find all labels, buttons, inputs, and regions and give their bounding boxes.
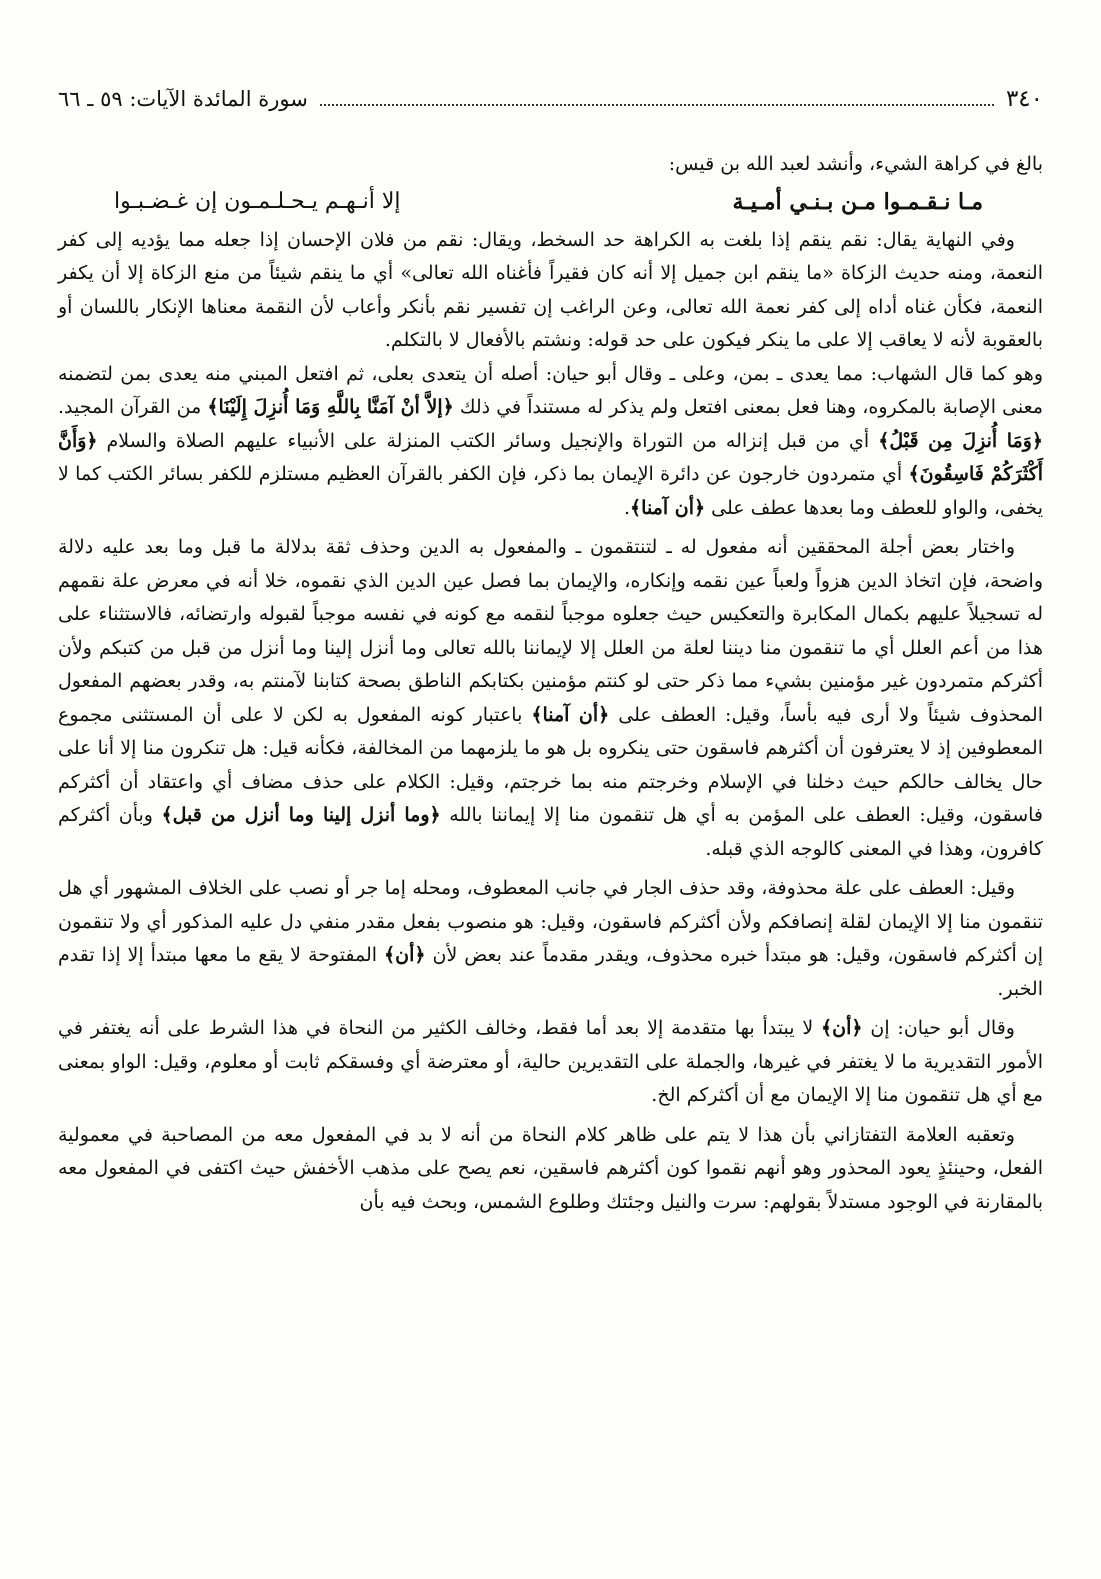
paragraph-intro: بالغ في كراهة الشيء، وأنشد لعبد الله بن قيس: — [668, 153, 1043, 175]
header-dotted-leader — [320, 92, 994, 106]
quran-quote: ﴿أن آمنا﴾ — [531, 703, 610, 726]
page-body — [58, 148, 1043, 1219]
text-run: . — [623, 496, 631, 519]
paragraph-nihaya: وفي النهاية يقال: نقم ينقم إذا بلغت به الكراهة حد السخط، ويقال: نقم من فلان الإحسان إذا جعله مما يؤديه إلى كفر النعمة، ومنه حديث الزكاة «ما ينقم ابن جميل إلا أنه كان فقيراً فأغناه الله تعالى» أي ما ينقم شيئاً من منع الزكاة إلا أن يكفر النعمة، فكأن غناه أداه إلى كفر نعمة الله تعالى، وعن الراغب إن تفسير نقم بأنكر وأعاب لأن النقمة معناها الإنكار باللسان أو بالعقوبة لأنه لا يعاقب إلا على ما ينكر فيكون على حد قوله: ونشتم بالأفعال لا بالتكلم. — [58, 228, 1043, 351]
text-run: من القرآن المجيد. — [58, 396, 202, 418]
quran-quote: ﴿أن﴾ — [384, 944, 426, 966]
running-title: سورة المائدة الآيات: ٥٩ ـ ٦٦ — [58, 87, 308, 111]
paragraph-taftazani: وتعقبه العلامة التفتازاني بأن هذا لا يتم على ظاهر كلام النحاة من أنه لا بد في المفعول معه من المصاحبة في معمولية الفعل، وحينئذٍ يعود المحذور وهو أنهم نقموا كون أكثرهم فاسقين، نعم يصح على مذهب الأخفش حيث اكتفى في المفعول معه بالمقارنة في الوجود مستدلاً بقولهم: سرت والنيل وجئتك وطلوع الشمس، وبحث فيه بأن — [58, 1123, 1043, 1213]
paragraph-abu-hayyan — [58, 1012, 1043, 1113]
quran-quote: ﴿أن آمنا﴾ — [630, 496, 706, 519]
text-run: وقيل: العطف على علة محذوفة، وقد حذف الجار في جانب المعطوف، ومحله إما جر أو نصب على الخلاف المشهور أي هل تنقمون منا إلا الإيمان لقلة إنصافكم ولأن أكثركم فاسقون، وقيل: هو منصوب بفعل مقدر منفي دل عليه المذكور أي ولا تنقمون إن أكثركم فاسقون، وقيل: هو مبتدأ خبره محذوف، ويقدر مقدماً عند بعض لأن — [58, 877, 1043, 966]
text-run: المفتوحة لا يقع ما معها مبتدأ إلا إذا تقدم الخبر. — [58, 944, 1043, 1000]
text-run: لا يبتدأ بها متقدمة إلا بعد أما فقط، وخالف الكثير من النحاة في هذا الشرط على أنه يغتفر في الأمور التقديرية ما لا يغتفر في غيرها، والجملة على التقديرين حالية، أو معترضة أي وفسقكم ثابت أو معلوم، وقيل: الواو بمعنى مع أي هل تنقمون منا إلا الإيمان مع أن أكثركم الخ. — [58, 1017, 1043, 1106]
text-run: باعتبار كونه المفعول به لكن لا على أن المستثنى مجموع المعطوفين إذ لا يعترفون أن أكثرهم فاسقون حتى ينكروه بل هو ما يلزمهما من المخالفة، فكأنه قيل: هل تنكرون منا إلا أنا على حال يخالف حالكم حيث دخلنا في الإسلام وخرجتم منه بما خرجتم، وقيل: الكلام على حذف مضاف أي واعتقاد أن أكثركم فاسقون، وقيل: العطف على المؤمن به أي هل تنقمون منا إلا إيماننا بالله — [58, 703, 1043, 826]
paragraph-shihab — [58, 358, 1043, 526]
verse-first-hemistich: مـا نـقـمـوا مـن بـنـي أمـيـة — [732, 188, 983, 215]
quran-quote: ﴿وما أنزل إلينا وما أنزل من قبل﴾ — [161, 804, 441, 826]
quran-quote: ﴿وَأَنَّ أَكْثَرَكُمْ فَاسِقُونَ﴾ — [58, 429, 1044, 485]
page-number: ٣٤٠ — [1005, 86, 1043, 112]
text-run: واختار بعض أجلة المحققين أنه مفعول له ـ لتنتقمون ـ والمفعول به الدين وحذف ثقة بدلالة ما قبل وما بعد عليه دلالة واضحة، فإن اتخاذ الدين هزواً ولعباً عين نقمه وإنكاره، والإيمان بما فصل عين الدين الذي نقموه، خلا أنه في معرض علة نقمهم له تسجيلاً عليهم بكمال المكابرة والتعكيس حيث جعلوه موجباً لنقمه مع كونه في نفسه موجباً لقبوله وارتضائه، فالاستثناء على هذا من أعم العلل أي ما تنقمون منا ديننا لعلة من العلل إلا لإيماننا بالله تعالى وما أنزل إلينا وما أنزل من قبل من كتبكم ولأن أكثركم متمردون غير مؤمنين بشيء مما ذكر حتى لو كنتم مؤمنين بكتابكم الناطق بصحة كتابنا لآمنتم به، وقدر بعضهم المفعول المحذوف شيئاً ولا أرى فيه بأساً، وقيل: العطف على — [58, 536, 1043, 726]
text-run: وهو كما قال الشهاب: مما يعدى ـ بمن، وعلى ـ وقال أبو حيان: أصله أن يتعدى بعلى، ثم افتعل المبني منه يعدى بمن لتضمنه معنى الإصابة بالمكروه، وهنا فعل بمعنى افتعل ولم يذكر له مستنداً في ذلك — [58, 362, 1044, 418]
quran-quote: ﴿وَمَا أُنزِلَ مِن قَبْلُ﴾ — [878, 429, 1043, 452]
text-run: أي متمردون خارجون عن دائرة الإيمان بما ذكر، فإن الكفر بالقرآن العظيم مستلزم للكفر بسائر الكتب كما لا يخفى، والواو للعطف وما بعدها عطف على — [58, 463, 1043, 519]
paragraph-muhaqqiqin — [58, 531, 1043, 866]
text-run: وقال أبو حيان: إن — [870, 1017, 1015, 1039]
poetry-verse — [58, 184, 1043, 220]
verse-second-hemistich: إلا أنـهـم يـحـلـمـون إن غـضـبـوا — [114, 188, 401, 214]
quran-quote: ﴿أن﴾ — [821, 1017, 863, 1039]
page-header — [58, 86, 1043, 114]
text-run: وبأن أكثركم كافرون، وهذا في المعنى كالوجه الذي قبله. — [58, 804, 1043, 860]
quran-quote: ﴿إلاَّ أنْ آمَنَّا بِاللَّهِ وَمَا أُنزِلَ إِلَيْنَا﴾ — [207, 396, 454, 418]
text-run: أي من قبل إنزاله من التوراة والإنجيل وسائر الكتب المنزلة على الأنبياء عليهم الصلاة والسلام — [106, 429, 870, 452]
paragraph-atf — [58, 872, 1043, 1006]
